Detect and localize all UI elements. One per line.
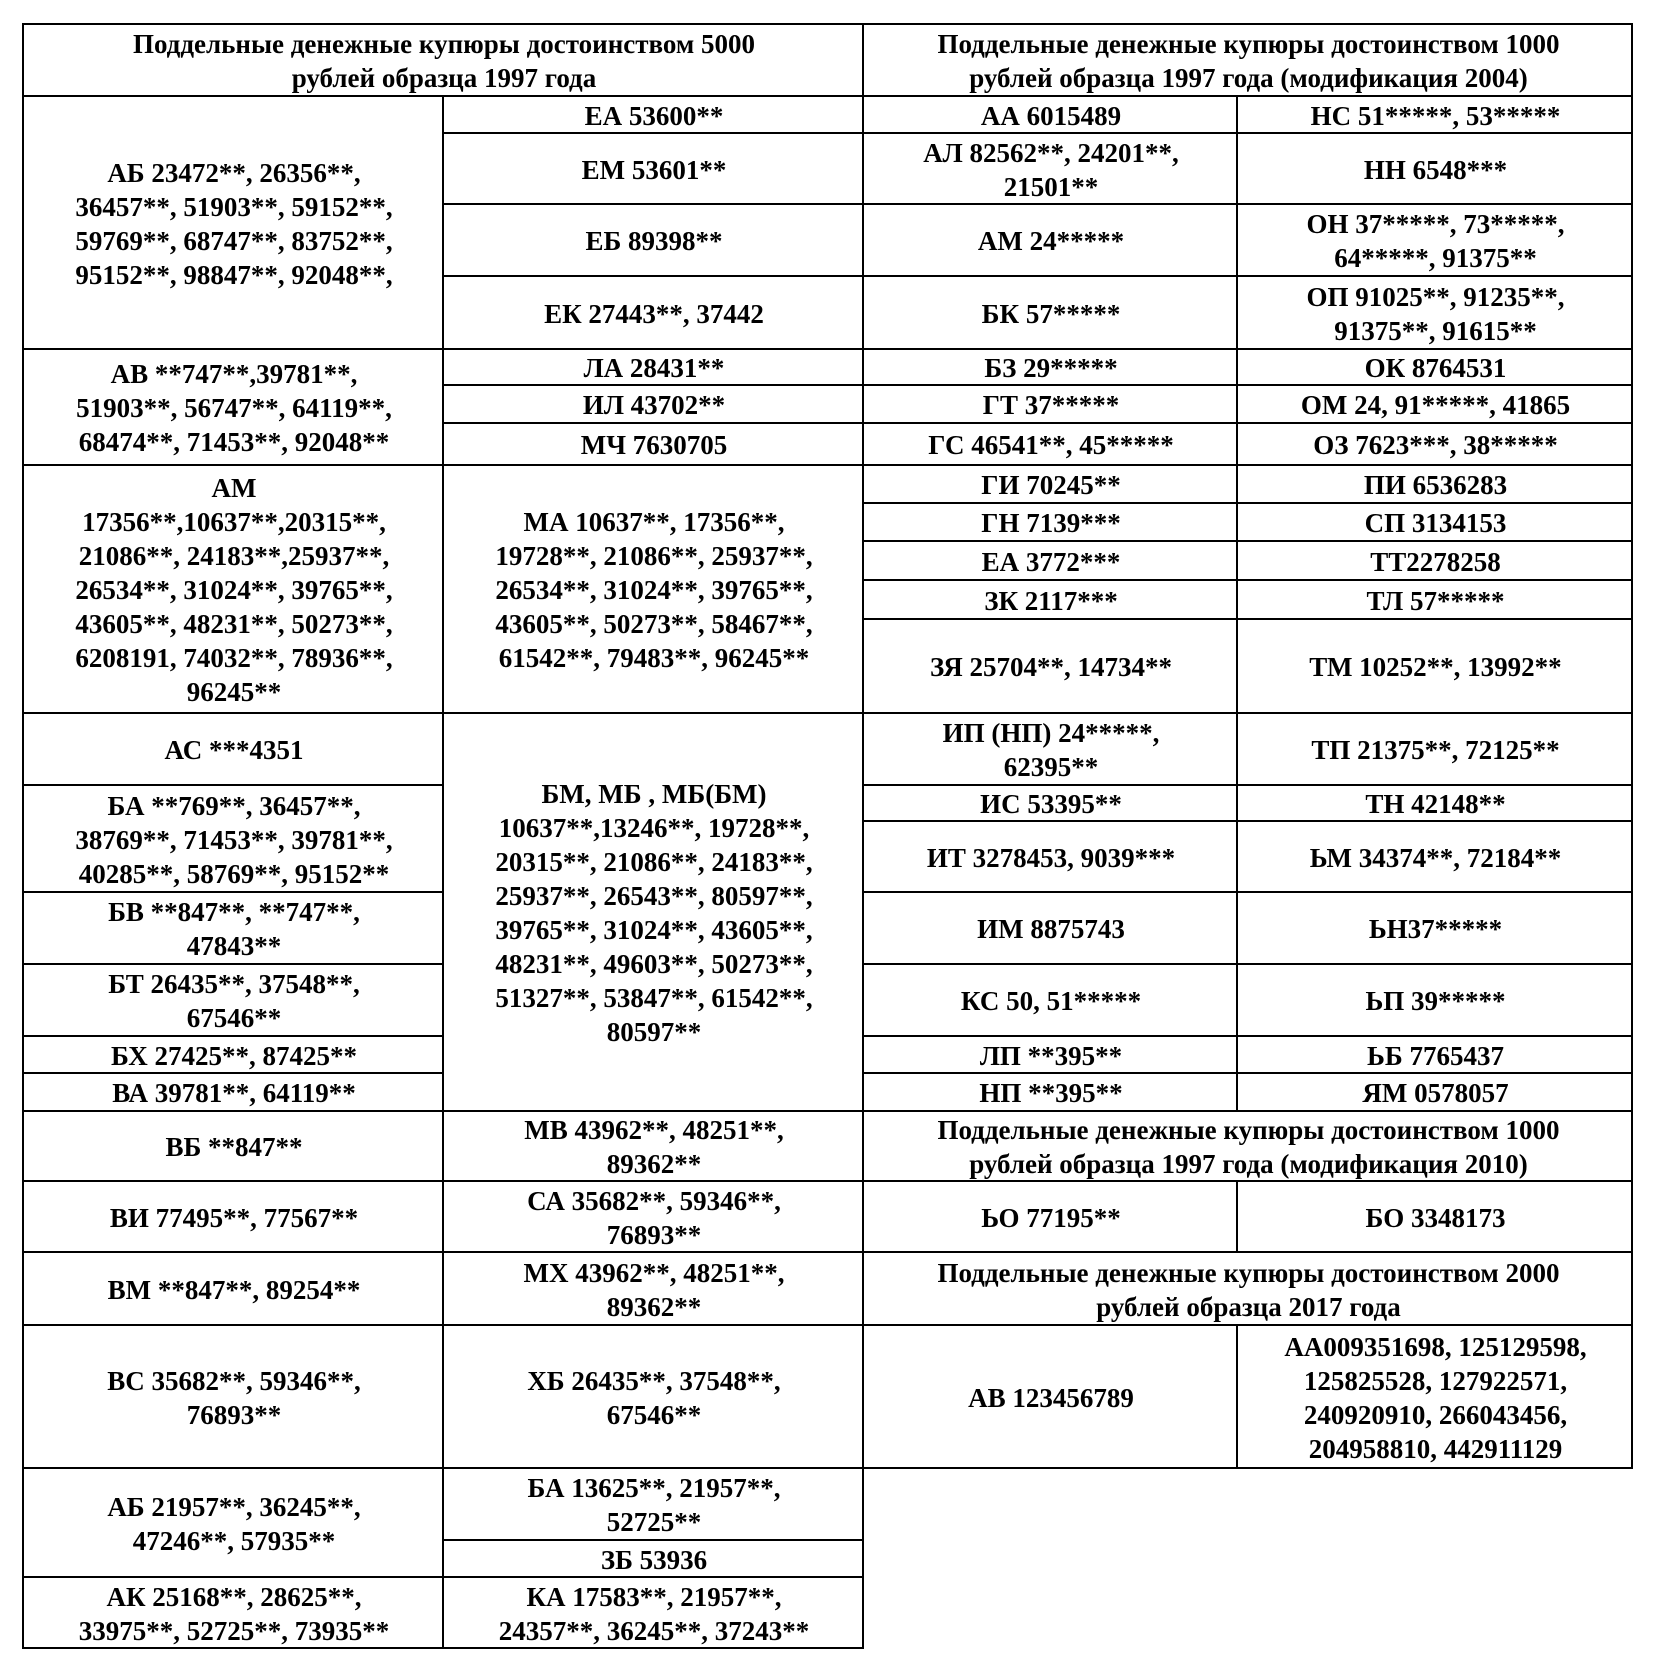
serial-cell: МХ 43962**, 48251**, 89362** xyxy=(523,1257,785,1322)
serial-cell: АБ 23472**, 26356**, 36457**, 51903**, 59152**, 59769**, 68747**, 83752**, 95152**, 98847**, 92048**, xyxy=(75,157,393,290)
table-border-horizontal xyxy=(862,540,1238,542)
table-border-vertical xyxy=(1236,348,1238,386)
table-border-vertical xyxy=(862,891,864,965)
serial-cell: ЬО 77195** xyxy=(981,1202,1121,1233)
serial-cell: ЬП 39***** xyxy=(1365,986,1506,1016)
table-border-vertical xyxy=(1236,540,1238,581)
table-border-vertical xyxy=(862,464,864,504)
serial-cell: СП 3134153 xyxy=(1364,508,1507,538)
table-border-vertical xyxy=(862,1110,864,1182)
table-border-vertical xyxy=(1236,1035,1238,1074)
table-border-horizontal xyxy=(1236,712,1633,714)
table-border-horizontal xyxy=(442,203,864,205)
table-border-vertical xyxy=(22,1467,24,1578)
table-border-vertical xyxy=(22,1324,24,1469)
table-border-vertical xyxy=(1236,132,1238,205)
table-border-horizontal xyxy=(862,132,1238,134)
table-border-vertical xyxy=(862,132,864,205)
table-border-horizontal xyxy=(1236,132,1633,134)
serial-cell: БЗ 29***** xyxy=(984,353,1118,383)
table-border-horizontal xyxy=(442,1539,864,1541)
table-border-horizontal xyxy=(862,1324,1238,1326)
table-border-horizontal xyxy=(862,1251,1633,1253)
serial-cell: ЛА 28431** xyxy=(583,353,725,383)
table-border-horizontal xyxy=(442,348,864,350)
table-border-vertical xyxy=(442,95,444,134)
serial-cell: ЬН37***** xyxy=(1368,914,1503,944)
serial-cell: КС 50, 51***** xyxy=(960,986,1142,1016)
table-border-vertical xyxy=(1631,203,1633,277)
serial-cell: ВИ 77495**, 77567** xyxy=(109,1202,359,1233)
table-border-horizontal xyxy=(862,95,1238,97)
table-border-vertical xyxy=(22,784,24,893)
serial-cell: БВ **847**, **747**, 47843** xyxy=(108,897,360,961)
table-border-vertical xyxy=(442,1467,444,1541)
header-5000-1997: Поддельные денежные купюры достоинством 5000 рублей образца 1997 года xyxy=(132,29,756,93)
table-border-vertical xyxy=(22,464,24,714)
serial-cell: ЗК 2117*** xyxy=(984,585,1118,616)
table-border-horizontal xyxy=(442,1467,864,1469)
serial-cell: БА 13625**, 21957**, 52725** xyxy=(527,1473,781,1537)
table-border-horizontal xyxy=(442,1251,864,1253)
table-border-horizontal xyxy=(862,203,1238,205)
table-border-vertical xyxy=(862,1539,864,1578)
table-border-vertical xyxy=(22,23,24,97)
table-border-horizontal xyxy=(1236,784,1633,786)
table-border-horizontal xyxy=(1236,1035,1633,1037)
serial-cell: ВС 35682**, 59346**, 76893** xyxy=(107,1365,361,1430)
serial-cell: АМ 24***** xyxy=(977,226,1125,256)
table-border-vertical xyxy=(1236,963,1238,1037)
table-border-vertical xyxy=(22,891,24,965)
table-border-vertical xyxy=(442,1576,444,1649)
table-border-vertical xyxy=(1631,579,1633,620)
table-border-horizontal xyxy=(862,23,1633,25)
table-border-horizontal xyxy=(1236,203,1633,205)
serial-cell: НП **395** xyxy=(979,1078,1123,1108)
table-border-vertical xyxy=(22,712,24,786)
table-border-vertical xyxy=(1631,384,1633,424)
serial-cell: БМ, МБ , МБ(БМ) 10637**,13246**, 19728**, 20315**, 21086**, 24183**, 25937**, 26543**, 80597**, 39765**, 31024**, 43605**, 48231**, 49603**, 50273**, 51327**, 53847**, 61542**, 80597** xyxy=(495,779,813,1047)
table-border-vertical xyxy=(442,422,444,466)
serial-cell: ЗЯ 25704**, 14734** xyxy=(930,652,1172,682)
serial-cell: ТН 42148** xyxy=(1365,789,1506,819)
table-border-horizontal xyxy=(1236,502,1633,504)
table-border-horizontal xyxy=(22,712,444,714)
serial-cell: МЧ 7630705 xyxy=(580,430,728,460)
serial-cell: ИМ 8875743 xyxy=(977,914,1125,944)
serial-cell: БК 57***** xyxy=(981,298,1121,329)
table-border-horizontal xyxy=(22,891,444,893)
serial-cell: ХБ 26435**, 37548**, 67546** xyxy=(527,1365,781,1430)
table-border-vertical xyxy=(1236,1072,1238,1112)
table-border-vertical xyxy=(862,203,864,277)
table-border-vertical xyxy=(22,1072,24,1112)
table-border-vertical xyxy=(1236,618,1238,714)
table-border-horizontal xyxy=(442,1180,864,1182)
serial-cell: АА 6015489 xyxy=(980,100,1122,131)
table-border-horizontal xyxy=(1236,384,1633,386)
table-border-vertical xyxy=(22,1576,24,1649)
serial-cell: ЕА 3772*** xyxy=(981,546,1121,577)
table-border-vertical xyxy=(22,1251,24,1326)
serial-cell: АБ 21957**, 36245**, 47246**, 57935** xyxy=(107,1491,361,1556)
serial-cell: ЕБ 89398** xyxy=(585,226,723,256)
table-border-horizontal xyxy=(442,464,864,466)
table-border-vertical xyxy=(442,203,444,277)
table-border-horizontal xyxy=(1236,1180,1633,1182)
table-border-horizontal xyxy=(442,275,864,277)
serial-cell: ЯМ 0578057 xyxy=(1362,1078,1509,1108)
table-border-vertical xyxy=(1236,384,1238,424)
serial-cell: ВБ **847** xyxy=(165,1132,303,1162)
serial-cell: ОН 37*****, 73*****, 64*****, 91375** xyxy=(1306,209,1565,273)
serial-cell: ВА 39781**, 64119** xyxy=(112,1078,356,1108)
serial-cell: НС 51*****, 53***** xyxy=(1310,100,1561,131)
table-border-vertical xyxy=(1236,579,1238,620)
table-border-horizontal xyxy=(1236,891,1633,893)
table-border-horizontal xyxy=(1236,348,1633,350)
table-border-vertical xyxy=(862,1251,864,1326)
table-border-vertical xyxy=(1236,1324,1238,1469)
serial-cell: БХ 27425**, 87425** xyxy=(111,1040,357,1071)
table-border-vertical xyxy=(442,1110,444,1182)
table-border-vertical xyxy=(442,712,444,1112)
table-border-vertical xyxy=(22,963,24,1037)
table-border-horizontal xyxy=(1236,1467,1633,1469)
table-border-horizontal xyxy=(22,1324,444,1326)
serial-cell: ГИ 70245** xyxy=(981,470,1121,500)
table-border-vertical xyxy=(862,712,864,786)
serial-cell: ТТ2278258 xyxy=(1370,546,1501,577)
table-border-vertical xyxy=(1236,275,1238,350)
serial-cell: КА 17583**, 21957**, 24357**, 36245**, 37243** xyxy=(498,1581,810,1646)
table-border-horizontal xyxy=(22,95,444,97)
table-border-vertical xyxy=(862,784,864,822)
table-border-vertical xyxy=(442,1324,444,1469)
table-border-vertical xyxy=(1631,784,1633,822)
table-border-vertical xyxy=(1631,348,1633,386)
serial-cell: ЬБ 7765437 xyxy=(1367,1040,1504,1071)
table-border-vertical xyxy=(442,348,444,386)
table-border-vertical xyxy=(1631,23,1633,97)
table-border-vertical xyxy=(22,1035,24,1074)
table-border-vertical xyxy=(22,1110,24,1182)
table-border-horizontal xyxy=(22,1110,444,1112)
serial-cell: ИС 53395** xyxy=(980,789,1122,819)
table-border-vertical xyxy=(862,275,864,350)
serial-cell: ГН 7139*** xyxy=(981,508,1121,538)
table-border-vertical xyxy=(22,95,24,350)
serial-cell: ОП 91025**, 91235**, 91375**, 91615** xyxy=(1306,281,1565,346)
table-border-horizontal xyxy=(1236,422,1633,424)
table-border-vertical xyxy=(1236,95,1238,134)
serial-cell: МА 10637**, 17356**, 19728**, 21086**, 25937**, 26534**, 31024**, 39765**, 43605**, 50273**, 58467**, 61542**, 79483**, 96245** xyxy=(495,507,813,673)
table-border-vertical xyxy=(22,1180,24,1253)
serial-cell: СА 35682**, 59346**, 76893** xyxy=(527,1185,781,1250)
table-border-horizontal xyxy=(22,1251,444,1253)
table-border-vertical xyxy=(1631,132,1633,205)
table-border-vertical xyxy=(862,579,864,620)
table-border-horizontal xyxy=(1236,1072,1633,1074)
serial-cell: НН 6548*** xyxy=(1363,154,1508,185)
serial-cell: ГС 46541**, 45***** xyxy=(928,430,1174,460)
table-border-vertical xyxy=(862,95,864,134)
table-border-horizontal xyxy=(22,1180,444,1182)
table-border-horizontal xyxy=(862,502,1238,504)
table-border-vertical xyxy=(862,502,864,542)
serial-cell: ГТ 37***** xyxy=(982,390,1120,420)
table-border-vertical xyxy=(862,963,864,1037)
table-border-vertical xyxy=(1236,891,1238,965)
table-border-vertical xyxy=(1631,502,1633,542)
table-border-vertical xyxy=(862,422,864,466)
table-border-vertical xyxy=(1631,464,1633,504)
table-border-horizontal xyxy=(22,1647,444,1649)
serial-cell: ЛП **395** xyxy=(979,1040,1123,1071)
table-border-vertical xyxy=(1631,1180,1633,1253)
header-2000-2017: Поддельные денежные купюры достоинством 2000 рублей образца 2017 года xyxy=(937,1257,1560,1322)
serial-cell: ВМ **847**, 89254** xyxy=(107,1274,361,1305)
table-border-horizontal xyxy=(1236,540,1633,542)
header-1000-2004: Поддельные денежные купюры достоинством 1000 рублей образца 1997 года (модификация 2004) xyxy=(937,29,1560,93)
table-border-vertical xyxy=(1631,963,1633,1037)
table-border-vertical xyxy=(862,348,864,386)
table-border-vertical xyxy=(862,1576,864,1649)
table-border-horizontal xyxy=(862,891,1238,893)
table-border-horizontal xyxy=(1236,464,1633,466)
table-border-vertical xyxy=(442,132,444,205)
table-border-vertical xyxy=(862,1035,864,1074)
table-border-vertical xyxy=(1631,95,1633,134)
table-border-horizontal xyxy=(1236,963,1633,965)
table-border-horizontal xyxy=(22,1072,444,1074)
table-border-horizontal xyxy=(862,712,1238,714)
table-border-horizontal xyxy=(1236,275,1633,277)
table-border-horizontal xyxy=(862,384,1238,386)
serial-cell: ОМ 24, 91*****, 41865 xyxy=(1300,390,1571,420)
table-border-vertical xyxy=(1631,1324,1633,1469)
serial-cell: ОК 8764531 xyxy=(1364,353,1507,383)
table-border-horizontal xyxy=(1236,1324,1633,1326)
table-border-vertical xyxy=(1631,820,1633,893)
table-border-horizontal xyxy=(22,464,444,466)
table-border-horizontal xyxy=(1236,820,1633,822)
table-border-vertical xyxy=(22,348,24,466)
table-border-vertical xyxy=(1631,891,1633,965)
serial-cell: ПИ 6536283 xyxy=(1363,470,1508,500)
serial-cell: АК 25168**, 28625**, 33975**, 52725**, 73935** xyxy=(78,1581,390,1646)
table-border-vertical xyxy=(1631,1110,1633,1182)
table-border-vertical xyxy=(862,384,864,424)
table-border-vertical xyxy=(1236,1180,1238,1253)
table-border-horizontal xyxy=(862,820,1238,822)
serial-cell: АЛ 82562**, 24201**, 21501** xyxy=(923,137,1179,202)
serial-cell: АА009351698, 125129598, 125825528, 127922571, 240920910, 266043456, 204958810, 442911129 xyxy=(1284,1331,1587,1464)
table-border-horizontal xyxy=(22,23,864,25)
serial-cell: ИТ 3278453, 9039*** xyxy=(926,842,1176,873)
serial-cell: ЗБ 53936 xyxy=(600,1544,708,1575)
table-border-vertical xyxy=(1236,203,1238,277)
serial-cell: ИП (НП) 24*****, 62395** xyxy=(942,718,1160,782)
table-border-vertical xyxy=(862,540,864,581)
table-border-vertical xyxy=(442,1251,444,1326)
table-border-horizontal xyxy=(442,1647,864,1649)
table-border-vertical xyxy=(862,820,864,893)
table-border-vertical xyxy=(442,1180,444,1253)
serial-cell: МВ 43962**, 48251**, 89362** xyxy=(524,1115,784,1179)
table-border-horizontal xyxy=(22,348,444,350)
serial-cell: БА **769**, 36457**, 38769**, 71453**, 39781**, 40285**, 58769**, 95152** xyxy=(75,790,393,889)
table-border-vertical xyxy=(862,1180,864,1253)
table-border-horizontal xyxy=(862,1035,1238,1037)
table-border-vertical xyxy=(862,1072,864,1112)
table-border-vertical xyxy=(1236,712,1238,786)
serial-cell: БО 3348173 xyxy=(1365,1202,1506,1233)
table-border-vertical xyxy=(442,464,444,714)
table-border-vertical xyxy=(442,1539,444,1578)
table-border-horizontal xyxy=(862,1110,1633,1112)
table-border-horizontal xyxy=(1236,95,1633,97)
serial-cell: АВ **747**,39781**, 51903**, 56747**, 64119**, 68474**, 71453**, 92048** xyxy=(76,359,392,457)
serial-cell: ЬМ 34374**, 72184** xyxy=(1309,842,1562,873)
serial-cell: АМ 17356**,10637**,20315**, 21086**, 24183**,25937**, 26534**, 31024**, 39765**, 43605**, 48231**, 50273**, 6208191, 74032**, 78936**, 96245** xyxy=(75,473,393,707)
table-border-horizontal xyxy=(22,784,444,786)
serial-cell: ЕК 27443**, 37442 xyxy=(544,298,764,329)
table-border-horizontal xyxy=(862,579,1238,581)
serial-cell: ТМ 10252**, 13992** xyxy=(1309,652,1562,682)
table-border-vertical xyxy=(1631,275,1633,350)
table-border-vertical xyxy=(1631,712,1633,786)
table-border-horizontal xyxy=(442,712,864,714)
table-border-horizontal xyxy=(22,1035,444,1037)
serial-cell: ТЛ 57***** xyxy=(1366,585,1505,616)
serial-cell: АВ 123456789 xyxy=(968,1382,1134,1413)
table-border-horizontal xyxy=(1236,579,1633,581)
table-border-vertical xyxy=(442,384,444,424)
table-border-horizontal xyxy=(1236,618,1633,620)
serial-cell: ОЗ 7623***, 38***** xyxy=(1313,430,1558,460)
table-border-horizontal xyxy=(862,784,1238,786)
table-border-horizontal xyxy=(862,1180,1238,1182)
serial-cell: ИЛ 43702** xyxy=(582,390,726,420)
table-border-vertical xyxy=(442,275,444,350)
table-border-horizontal xyxy=(442,95,864,97)
table-border-horizontal xyxy=(862,275,1238,277)
table-border-horizontal xyxy=(862,422,1238,424)
table-border-horizontal xyxy=(862,1072,1238,1074)
table-border-horizontal xyxy=(442,422,864,424)
header-1000-2010: Поддельные денежные купюры достоинством 1000 рублей образца 1997 года (модификация 2010) xyxy=(937,1115,1560,1179)
table-border-horizontal xyxy=(22,1467,444,1469)
serial-cell: ЕМ 53601** xyxy=(581,154,727,185)
table-border-vertical xyxy=(1236,784,1238,822)
serial-cell: АС ***4351 xyxy=(164,735,304,765)
serial-cell: БТ 26435**, 37548**, 67546** xyxy=(108,969,360,1033)
serial-cell: ТП 21375**, 72125** xyxy=(1311,735,1560,765)
table-border-horizontal xyxy=(22,1576,444,1578)
table-border-vertical xyxy=(1631,422,1633,466)
table-border-horizontal xyxy=(442,132,864,134)
table-border-vertical xyxy=(862,1324,864,1469)
table-border-horizontal xyxy=(442,384,864,386)
table-border-vertical xyxy=(1631,618,1633,714)
table-border-horizontal xyxy=(442,1324,864,1326)
table-border-horizontal xyxy=(862,348,1238,350)
serial-cell: ЕА 53600** xyxy=(584,100,724,131)
table-border-vertical xyxy=(862,23,864,97)
table-border-vertical xyxy=(1631,540,1633,581)
table-border-vertical xyxy=(1236,502,1238,542)
table-border-vertical xyxy=(1631,1035,1633,1074)
table-border-vertical xyxy=(1236,422,1238,466)
table-border-horizontal xyxy=(442,1110,864,1112)
table-border-horizontal xyxy=(442,1576,864,1578)
table-border-horizontal xyxy=(862,464,1238,466)
table-border-vertical xyxy=(1236,820,1238,893)
table-border-horizontal xyxy=(862,963,1238,965)
table-border-horizontal xyxy=(862,618,1238,620)
table-border-vertical xyxy=(862,618,864,714)
table-border-vertical xyxy=(1236,464,1238,504)
table-border-horizontal xyxy=(862,1467,1238,1469)
table-border-vertical xyxy=(862,1467,864,1541)
table-border-horizontal xyxy=(22,963,444,965)
table-border-vertical xyxy=(1631,1072,1633,1112)
table-border-vertical xyxy=(1631,1251,1633,1326)
